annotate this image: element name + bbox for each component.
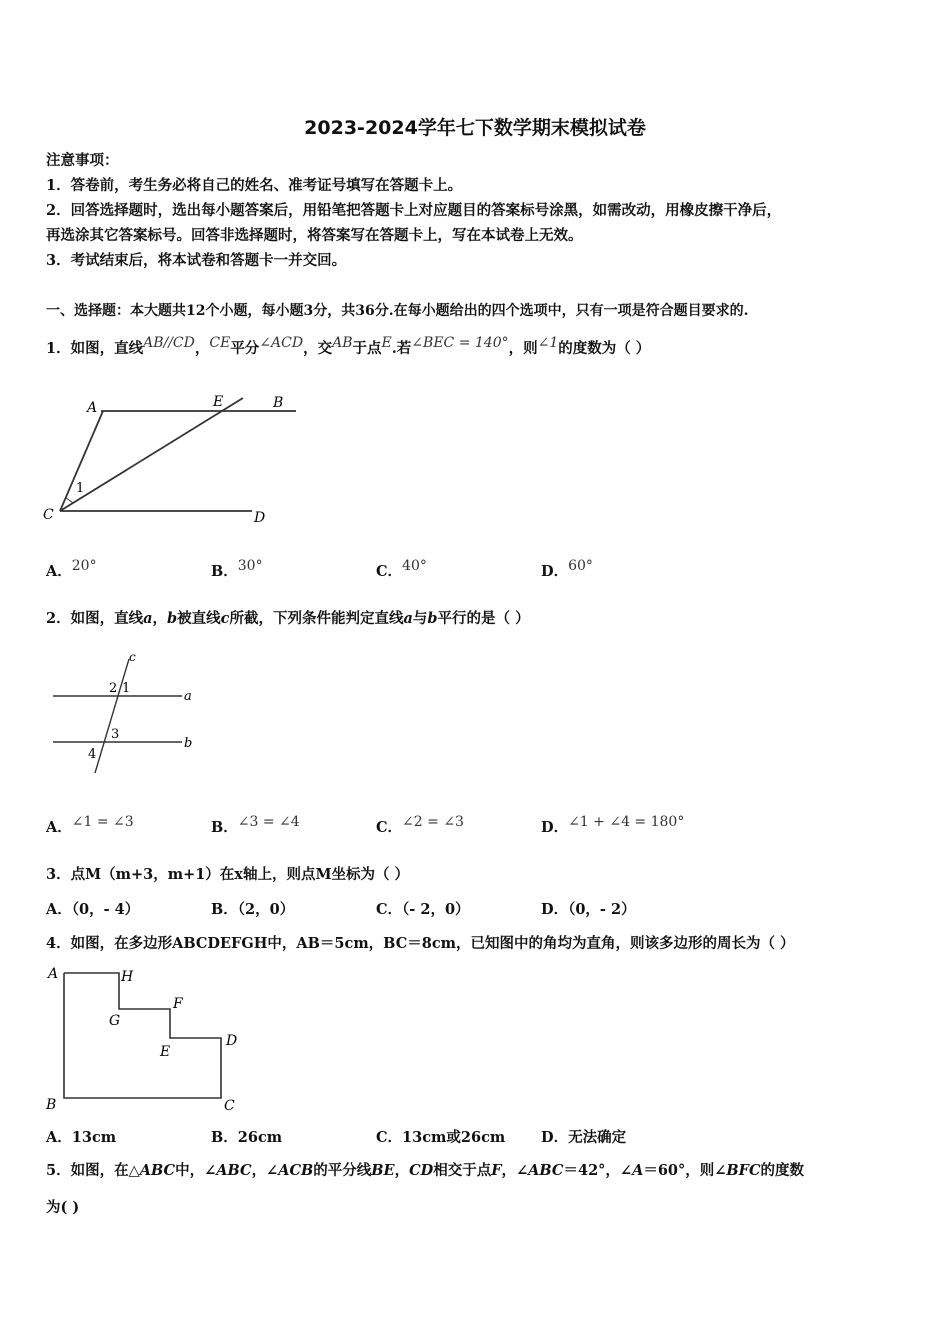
label-c: c xyxy=(129,650,136,664)
label-g: G xyxy=(109,1013,121,1029)
label-a: a xyxy=(184,689,192,704)
q5-text: ＝42°，∠ xyxy=(563,1162,633,1179)
page-title: 2023-2024学年七下数学期末模拟试卷 xyxy=(304,117,646,139)
question-5-stem-cont: 为( ) xyxy=(46,1199,80,1216)
option-label: A． xyxy=(46,563,72,580)
q5-text: 相交于点 xyxy=(433,1162,492,1179)
option-value: 60° xyxy=(568,558,593,574)
label-angle-3: 3 xyxy=(111,727,120,742)
q1-math: E xyxy=(381,335,392,351)
label-c: C xyxy=(43,507,54,523)
option-label: C． xyxy=(376,563,403,580)
q2-text: 所截，下列条件能判定直线 xyxy=(229,610,404,627)
q5-var: A xyxy=(632,1162,644,1179)
option-label: C． xyxy=(376,1129,403,1146)
q5-var: F xyxy=(491,1162,502,1179)
q5-var: BFC xyxy=(726,1162,761,1179)
notice-item: 3．考试结束后，将本试卷和答题卡一并交回。 xyxy=(46,252,347,269)
option-label: A． xyxy=(46,1129,72,1146)
section-heading: 一、选择题：本大题共12个小题，每小题3分，共36分.在每小题给出的四个选项中，只有一项是符合题目要求的. xyxy=(46,303,749,319)
q5-var: ABC xyxy=(139,1162,176,1179)
label-angle-4: 4 xyxy=(88,747,97,762)
label-h: H xyxy=(121,969,134,985)
label-e: E xyxy=(213,394,224,410)
q5-text: 的度数 xyxy=(760,1162,804,1179)
label-b: B xyxy=(273,395,284,411)
q2-var: a xyxy=(143,610,153,627)
option-label: B． xyxy=(211,901,238,918)
label-e: E xyxy=(160,1044,171,1060)
option-value: （2，0） xyxy=(237,901,295,918)
question-4-stem: 4．如图，在多边形ABCDEFGH中，AB＝5cm，BC＝8cm，已知图中的角均为直角，则该多边形的周长为（ ） xyxy=(46,935,795,952)
option-value: 20° xyxy=(71,558,97,574)
q3-option-b[interactable] xyxy=(211,898,294,919)
q1-math: CE xyxy=(209,335,231,351)
q5-text: 中，∠ xyxy=(175,1162,217,1179)
label-d: D xyxy=(254,510,266,526)
option-label: C． xyxy=(376,901,403,918)
option-value: ∠3 = ∠4 xyxy=(237,814,300,830)
q1-text: ， xyxy=(194,340,210,357)
q5-text: ，∠ xyxy=(501,1162,529,1179)
q3-option-a[interactable] xyxy=(46,898,139,919)
label-b: B xyxy=(46,1097,57,1113)
q1-math: ∠BEC = 140° xyxy=(411,335,509,351)
option-value: 无法确定 xyxy=(568,1129,627,1146)
q4-option-d[interactable] xyxy=(541,1126,626,1147)
option-label: B． xyxy=(211,819,238,836)
label-f: F xyxy=(173,996,183,1012)
option-label: D． xyxy=(541,1129,569,1146)
notice-heading: 注意事项： xyxy=(46,152,119,169)
option-label: D． xyxy=(541,901,569,918)
q5-text: 5．如图，在△ xyxy=(46,1162,140,1179)
angle-arc xyxy=(66,498,73,503)
q4-option-c[interactable] xyxy=(376,1126,505,1147)
option-value: 30° xyxy=(237,558,263,574)
q1-text: ，交 xyxy=(303,340,333,357)
option-value: ∠2 = ∠3 xyxy=(402,814,464,830)
q1-math: AB//CD xyxy=(143,335,195,351)
q1-math: ∠1 xyxy=(537,335,559,351)
q1-figure xyxy=(40,390,310,535)
q2-option-b[interactable] xyxy=(211,816,300,837)
question-3-stem: 3．点M（m+3，m+1）在x轴上，则点M坐标为（ ） xyxy=(46,866,410,883)
notice-item: 1．答卷前，考生务必将自己的姓名、准考证号填写在答题卡上。 xyxy=(46,177,463,194)
q1-option-d[interactable] xyxy=(541,560,593,581)
question-1-stem xyxy=(46,335,651,360)
option-label: D． xyxy=(541,819,569,836)
option-label: B． xyxy=(211,563,238,580)
q5-text: ， xyxy=(394,1162,410,1179)
q5-text: ＝60°，则∠ xyxy=(643,1162,727,1179)
q2-var: b xyxy=(167,610,178,627)
q5-var: CD xyxy=(409,1162,434,1179)
option-value: 13cm或26cm xyxy=(402,1129,506,1146)
q2-text: ， xyxy=(152,610,167,627)
q4-option-b[interactable] xyxy=(211,1126,282,1147)
question-2-stem xyxy=(46,608,530,630)
option-label: A． xyxy=(46,901,72,918)
label-angle-2: 2 xyxy=(109,681,118,696)
q1-option-c[interactable] xyxy=(376,560,427,581)
q1-text: 平分 xyxy=(230,340,260,357)
q4-figure xyxy=(40,960,250,1118)
q5-var: ABC xyxy=(216,1162,252,1179)
option-value: ∠1 = ∠3 xyxy=(71,814,134,830)
q2-text: 被直线 xyxy=(177,610,221,627)
q5-var: BE xyxy=(371,1162,395,1179)
label-c: C xyxy=(224,1098,235,1114)
q3-option-d[interactable] xyxy=(541,898,636,919)
q2-option-c[interactable] xyxy=(376,816,464,837)
q1-text: 的度数为（ ） xyxy=(558,340,651,357)
q1-math: AB xyxy=(332,335,353,351)
option-label: C． xyxy=(376,819,403,836)
option-value: ∠1 + ∠4 = 180° xyxy=(568,814,685,830)
option-value: （0，- 2） xyxy=(568,901,636,918)
option-value: 26cm xyxy=(237,1129,283,1146)
notice-item: 2．回答选择题时，选出每小题答案后，用铅笔把答题卡上对应题目的答案标号涂黑，如需改动，用橡皮擦干净后， xyxy=(46,202,782,219)
q5-text: 的平分线 xyxy=(313,1162,372,1179)
label-a: A xyxy=(48,966,59,982)
line-c xyxy=(95,659,129,773)
q5-var: ABC xyxy=(528,1162,564,1179)
q2-option-a[interactable] xyxy=(46,816,134,837)
q2-text: 与 xyxy=(412,610,428,627)
label-angle-1: 1 xyxy=(76,481,85,496)
option-label: A． xyxy=(46,819,72,836)
q4-option-a[interactable] xyxy=(46,1126,116,1147)
q1-math: ∠ACD xyxy=(259,335,304,351)
notice-item: 再选涂其它答案标号。回答非选择题时，将答案写在答题卡上，写在本试卷上无效。 xyxy=(46,227,583,244)
label-angle-1: 1 xyxy=(122,681,131,696)
option-value: 40° xyxy=(402,558,427,574)
option-label: B． xyxy=(211,1129,238,1146)
label-b: b xyxy=(184,736,193,751)
label-a: A xyxy=(87,400,98,416)
polygon-abcdefgh xyxy=(64,973,221,1098)
q5-var: ACB xyxy=(278,1162,314,1179)
q3-option-c[interactable] xyxy=(376,898,470,919)
option-value: 13cm xyxy=(71,1129,117,1146)
q1-option-b[interactable] xyxy=(211,560,263,581)
q2-text: 2．如图，直线 xyxy=(46,610,144,627)
q1-text: 1．如图，直线 xyxy=(46,340,144,357)
q1-text: ，则 xyxy=(508,340,538,357)
q1-option-a[interactable] xyxy=(46,560,97,581)
line-ac xyxy=(60,411,103,511)
q2-text: 平行的是（ ） xyxy=(437,610,530,627)
question-5-stem xyxy=(46,1160,804,1182)
q2-figure xyxy=(45,645,205,780)
label-d: D xyxy=(226,1033,238,1049)
option-value: （- 2，0） xyxy=(402,901,470,918)
option-value: （0，- 4） xyxy=(71,901,140,918)
q2-var: c xyxy=(220,610,230,627)
q5-text: ，∠ xyxy=(251,1162,279,1179)
q1-text: .若 xyxy=(391,340,412,357)
option-label: D． xyxy=(541,563,569,580)
q1-text: 于点 xyxy=(352,340,382,357)
q2-option-d[interactable] xyxy=(541,816,684,837)
q2-var: a xyxy=(403,610,413,627)
q2-var: b xyxy=(427,610,438,627)
